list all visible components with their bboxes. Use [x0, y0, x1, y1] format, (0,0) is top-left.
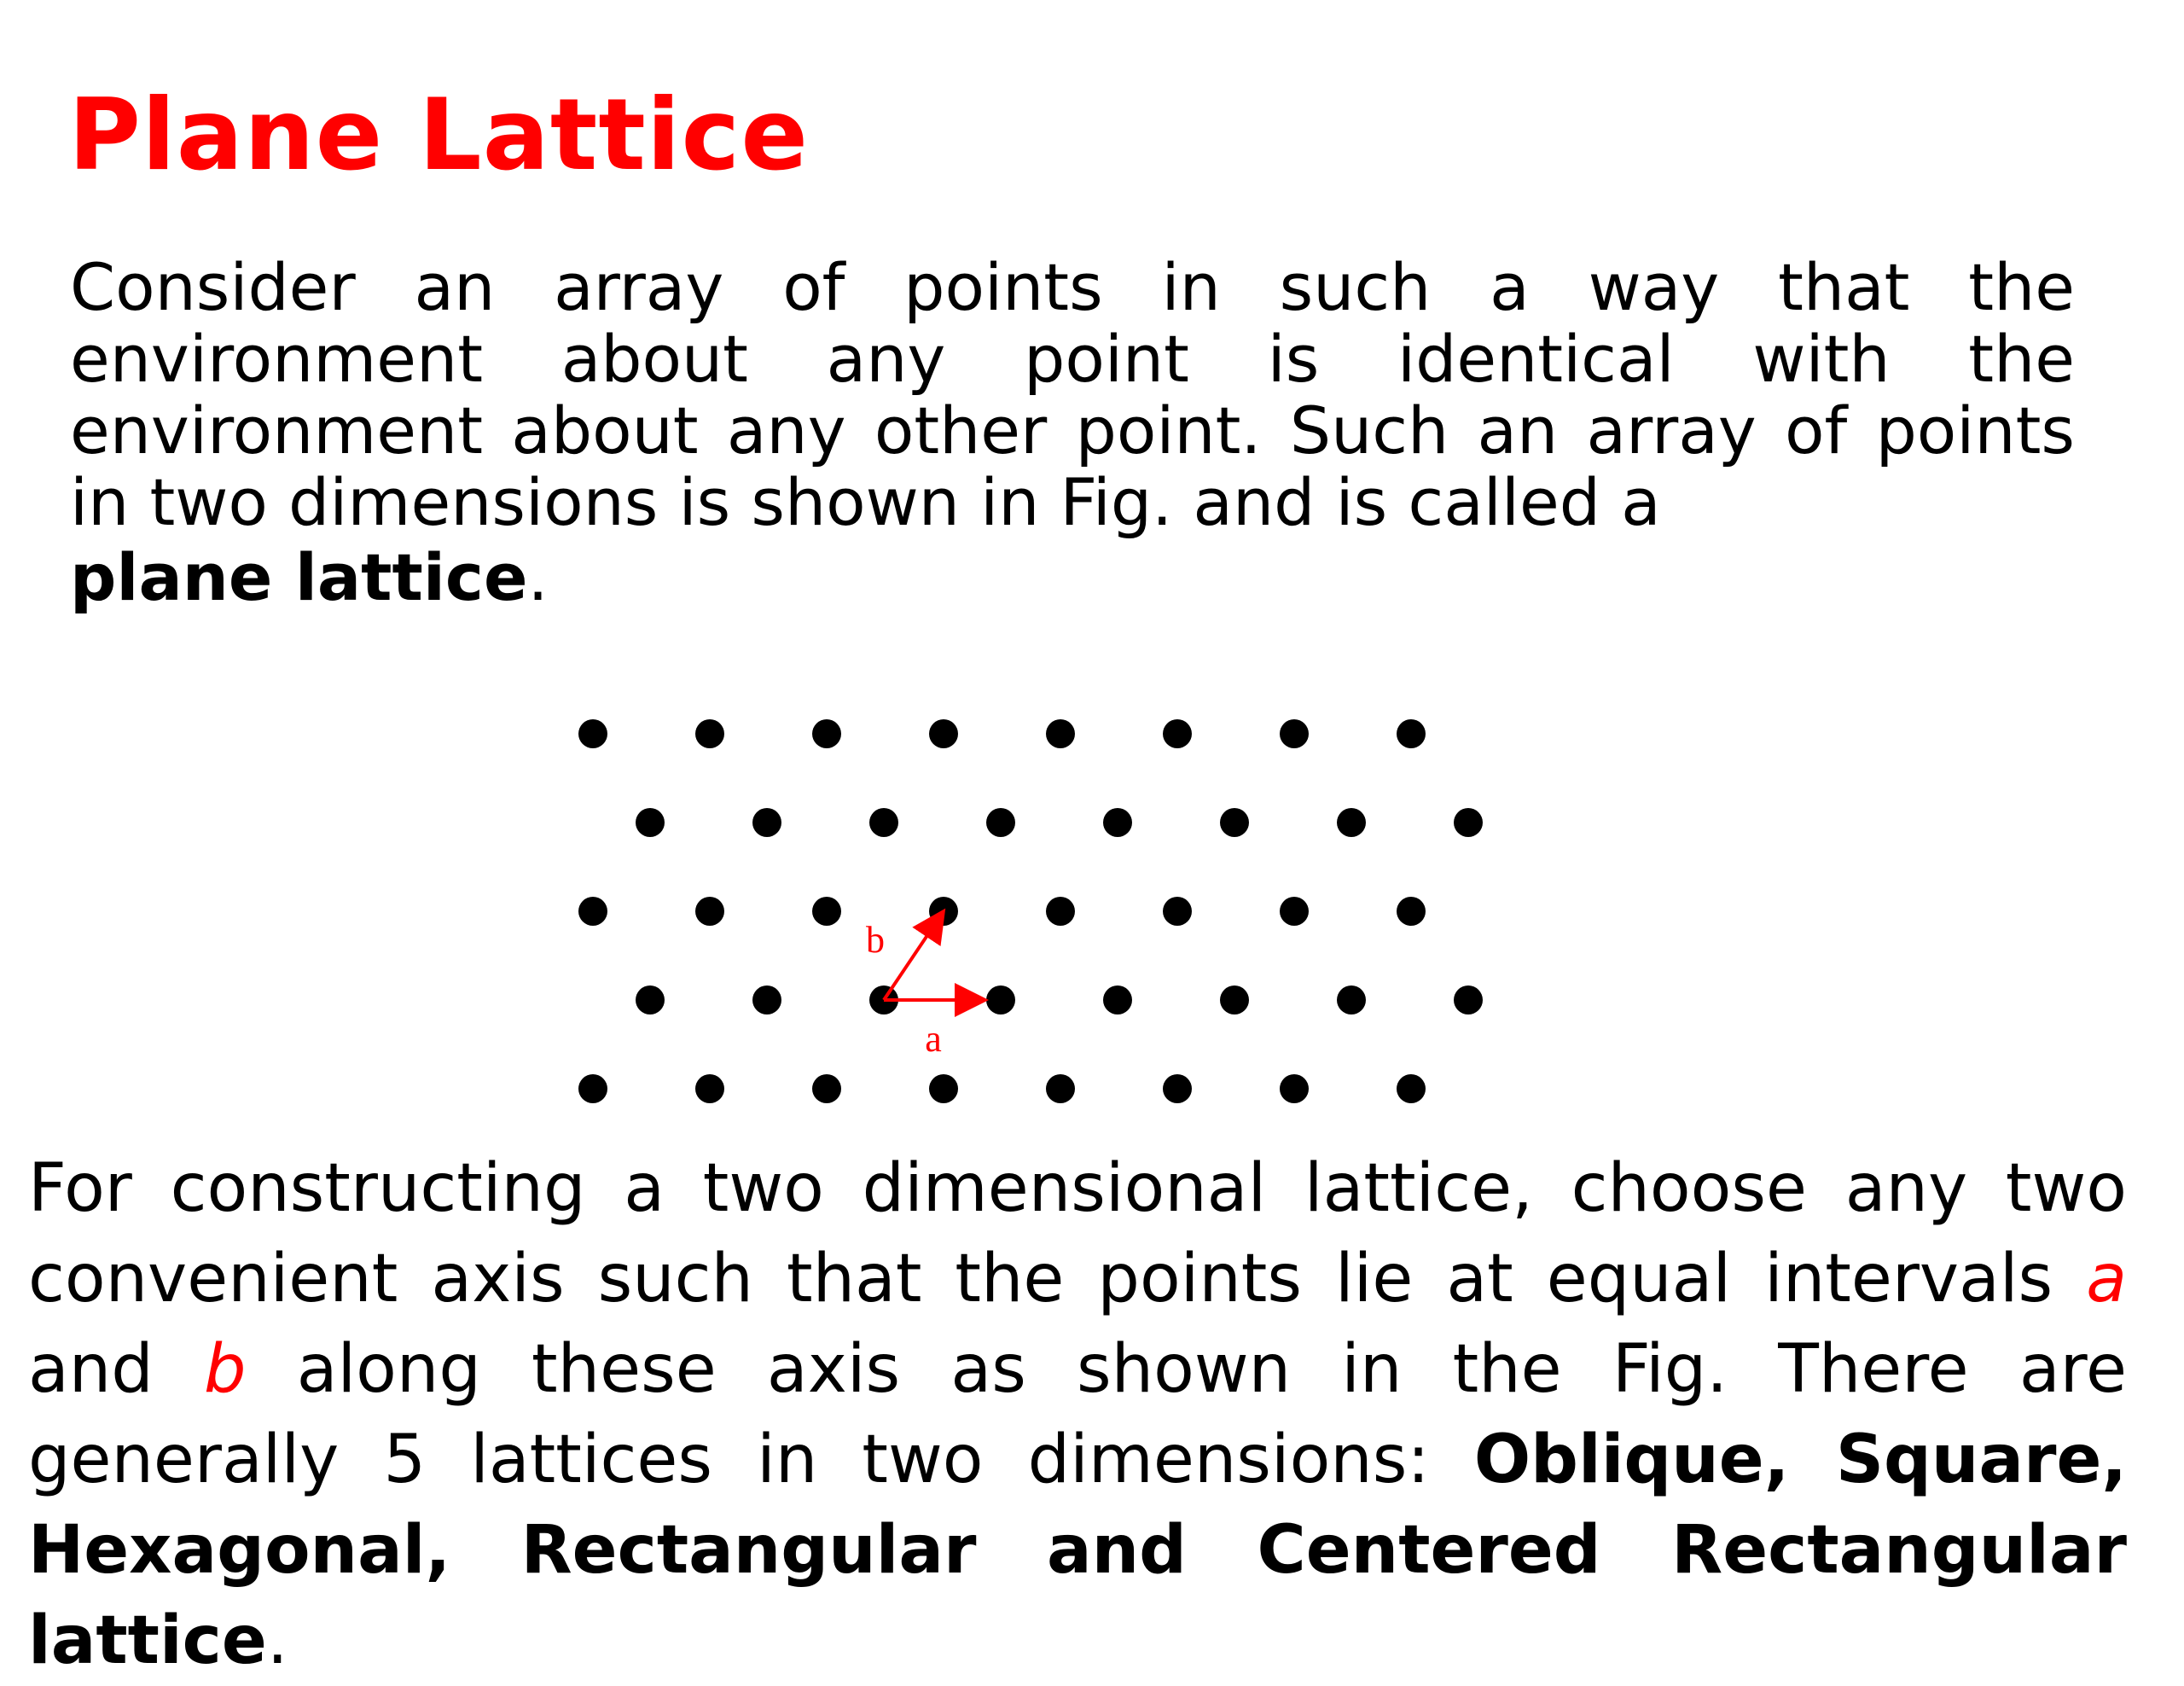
lattice-point [1103, 985, 1132, 1015]
term-plane-lattice: plane lattice [70, 539, 528, 615]
lattice-point [929, 897, 958, 926]
body-text-part1: For constructing a two dimensional lattice, choose any two convenient axis such that the points lie at equal intervals [28, 1150, 2127, 1317]
lattice-point [1337, 808, 1366, 837]
lattice-point [1220, 985, 1249, 1015]
lattice-point [1337, 985, 1366, 1015]
interval-b: b [203, 1331, 247, 1408]
lattice-point [812, 719, 841, 748]
vector-b-arrow [884, 914, 942, 1000]
lattice-point [1397, 719, 1426, 748]
body-period: . [266, 1602, 288, 1679]
lattice-point [986, 808, 1015, 837]
lattice-point [1046, 897, 1075, 926]
lattice-point [869, 808, 898, 837]
body-paragraph [28, 1143, 2127, 1686]
lattice-point [578, 719, 607, 748]
lattice-point [1454, 985, 1483, 1015]
lattice-point [636, 808, 665, 837]
lattice-point [1163, 897, 1192, 926]
lattice-point [1046, 1074, 1075, 1103]
body-text-part3: along these axis as shown in the Fig. There are generally 5 lattices in two dimensions: [28, 1331, 2127, 1498]
lattice-point [695, 1074, 724, 1103]
lattice-point [695, 897, 724, 926]
lattice-point [752, 985, 781, 1015]
lattice-point [812, 897, 841, 926]
lattice-points [578, 719, 1483, 1103]
intro-term-line [70, 539, 2075, 615]
lattice-point [695, 719, 724, 748]
slide-title: Plane Lattice [68, 78, 809, 193]
interval-a: a [2086, 1241, 2127, 1317]
lattice-point [752, 808, 781, 837]
lattice-point [986, 985, 1015, 1015]
lattice-types-list: Oblique, Square, Hexagonal, Rectangular and Centered Rectangular lattice [28, 1421, 2128, 1679]
lattice-point [1163, 1074, 1192, 1103]
lattice-point [1220, 808, 1249, 837]
intro-period: . [527, 539, 549, 615]
intro-text: Consider an array of points in such a way that the environment about any point is identical with the environment about any other point. Such an array of points in two dimensions is shown in Fig. and is called a [70, 249, 2075, 540]
lattice-point [1454, 808, 1483, 837]
lattice-point [1280, 897, 1309, 926]
lattice-point [929, 1074, 958, 1103]
vector-b-label: b [866, 919, 885, 961]
lattice-point [812, 1074, 841, 1103]
body-text-part2: and [28, 1331, 154, 1408]
lattice-point [1280, 1074, 1309, 1103]
lattice-point [1397, 1074, 1426, 1103]
lattice-point [636, 985, 665, 1015]
lattice-point [929, 719, 958, 748]
vector-a-label: a [925, 1018, 942, 1060]
intro-paragraph [70, 249, 2075, 615]
lattice-point [1163, 719, 1192, 748]
lattice-point [1397, 897, 1426, 926]
lattice-point [1046, 719, 1075, 748]
lattice-figure [529, 683, 1502, 1126]
lattice-diagram [529, 683, 1502, 1126]
lattice-point [1103, 808, 1132, 837]
lattice-point [1280, 719, 1309, 748]
lattice-point [578, 1074, 607, 1103]
lattice-point [578, 897, 607, 926]
